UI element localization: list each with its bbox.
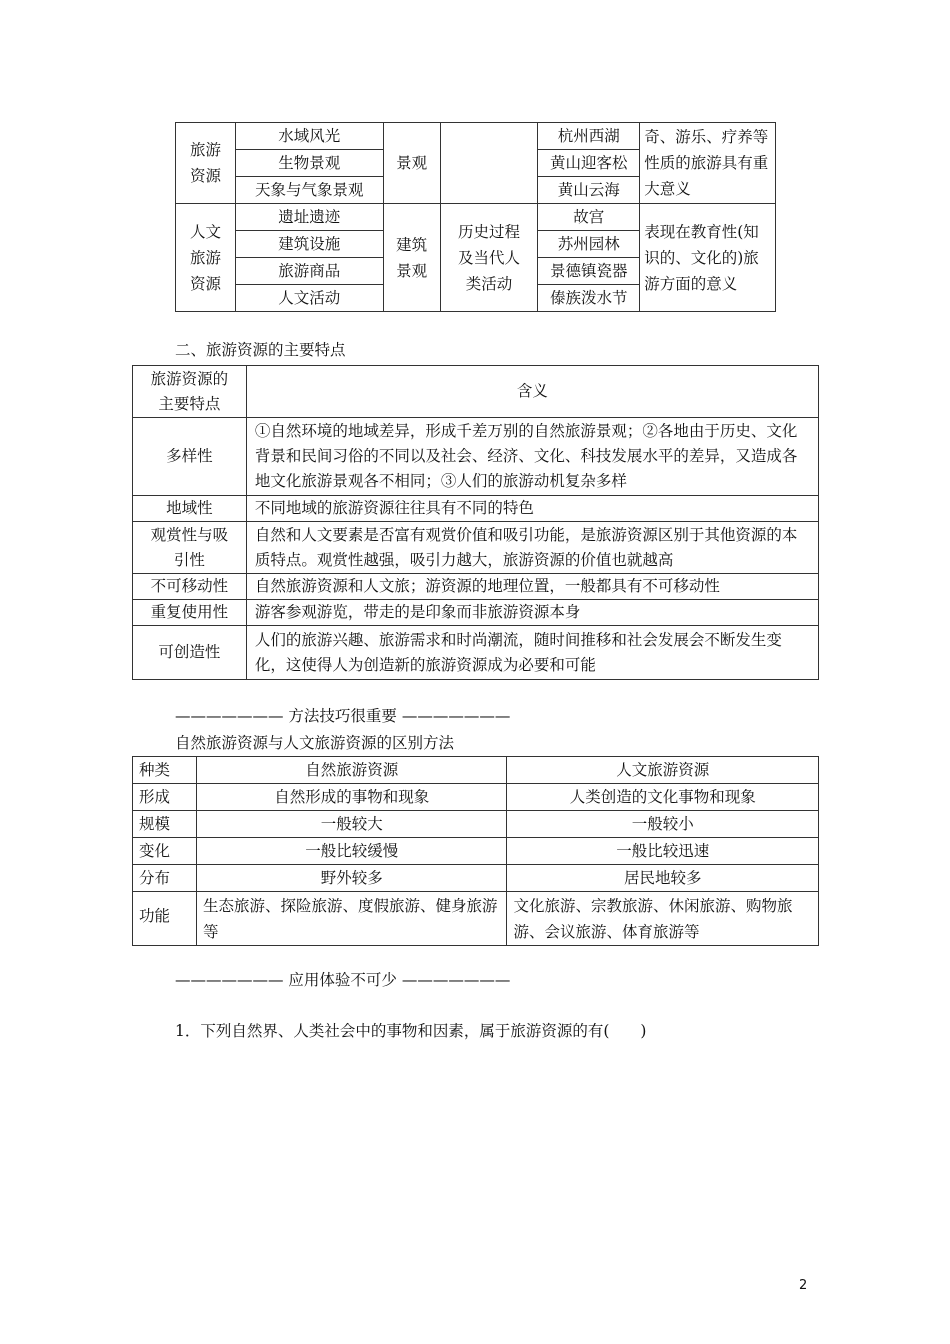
human-item: 人文活动	[235, 285, 383, 312]
feature-name: 地域性	[133, 496, 247, 522]
natural-item: 水域风光	[235, 123, 383, 150]
header-meaning: 含义	[246, 366, 818, 418]
human-type: 建筑景观	[383, 204, 440, 312]
feature-meaning: 人们的旅游兴趣、旅游需求和时尚潮流，随时间推移和社会发展会不断发生变化，这使得人为创造新的旅游资源成为必要和可能	[246, 626, 818, 680]
feature-meaning: ①自然环境的地域差异，形成千差万别的自然旅游景观；②各地由于历史、文化背景和民间习俗的不同以及社会、经济、文化、科技发展水平的差异，又造成各地文化旅游景观各不相同；③人们的旅游动机复杂多样	[246, 418, 818, 496]
row-label: 形成	[133, 784, 197, 811]
human-item: 旅游商品	[235, 258, 383, 285]
natural-cell: 一般较大	[196, 811, 507, 838]
row-label: 变化	[133, 838, 197, 865]
feature-name: 可创造性	[133, 626, 247, 680]
human-example: 苏州园林	[538, 231, 640, 258]
human-cell: 一般比较迅速	[507, 838, 819, 865]
human-cell: 文化旅游、宗教旅游、休闲旅游、购物旅游、会议旅游、体育旅游等	[507, 892, 819, 946]
comparison-table	[132, 756, 819, 946]
resource-table	[175, 122, 776, 312]
feature-meaning: 游客参观游览，带走的是印象而非旅游资源本身	[246, 600, 818, 626]
natural-item: 生物景观	[235, 150, 383, 177]
feature-name: 不可移动性	[133, 574, 247, 600]
human-cell: 人类创造的文化事物和现象	[507, 784, 819, 811]
feature-meaning: 自然旅游资源和人文旅；游资源的地理位置，一般都具有不可移动性	[246, 574, 818, 600]
features-table	[132, 365, 819, 680]
human-example: 傣族泼水节	[538, 285, 640, 312]
feature-name: 重复使用性	[133, 600, 247, 626]
natural-origin	[440, 123, 538, 204]
row-label: 分布	[133, 865, 197, 892]
natural-example: 黄山迎客松	[538, 150, 640, 177]
human-example: 故宫	[538, 204, 640, 231]
natural-cell: 野外较多	[196, 865, 507, 892]
natural-resource-label: 旅游资源	[176, 123, 236, 204]
natural-example: 杭州西湖	[538, 123, 640, 150]
header-natural: 自然旅游资源	[196, 757, 507, 784]
human-resource-label: 人文旅游资源	[176, 204, 236, 312]
natural-example: 黄山云海	[538, 177, 640, 204]
natural-cell: 自然形成的事物和现象	[196, 784, 507, 811]
question-text: 1．下列自然界、人类社会中的事物和因素，属于旅游资源的有( )	[175, 1022, 647, 1040]
natural-cell: 生态旅游、探险旅游、度假旅游、健身旅游等	[196, 892, 507, 946]
human-item: 遗址遗迹	[235, 204, 383, 231]
natural-cell: 一般比较缓慢	[196, 838, 507, 865]
methods-banner: ——————— 方法技巧很重要 ———————	[175, 707, 511, 725]
section-heading: 二、旅游资源的主要特点	[175, 341, 346, 359]
human-meaning: 表现在教育性(知识的、文化的)旅游方面的意义	[640, 204, 776, 312]
feature-meaning: 自然和人文要素是否富有观赏价值和吸引功能，是旅游资源区别于其他资源的本质特点。观赏性越强，吸引力越大，旅游资源的价值也就越高	[246, 522, 818, 574]
page-number: 2	[799, 1278, 808, 1293]
natural-meaning: 奇、游乐、疗养等性质的旅游具有重大意义	[640, 123, 776, 204]
human-cell: 一般较小	[507, 811, 819, 838]
natural-item: 天象与气象景观	[235, 177, 383, 204]
row-label: 功能	[133, 892, 197, 946]
natural-type: 景观	[383, 123, 440, 204]
human-cell: 居民地较多	[507, 865, 819, 892]
human-example: 景德镇瓷器	[538, 258, 640, 285]
human-origin: 历史过程及当代人类活动	[440, 204, 538, 312]
feature-name: 多样性	[133, 418, 247, 496]
methods-title: 自然旅游资源与人文旅游资源的区别方法	[175, 734, 455, 752]
human-item: 建筑设施	[235, 231, 383, 258]
row-label: 规模	[133, 811, 197, 838]
feature-meaning: 不同地域的旅游资源往往具有不同的特色	[246, 496, 818, 522]
feature-name: 观赏性与吸引性	[133, 522, 247, 574]
header-human: 人文旅游资源	[507, 757, 819, 784]
header-feature: 旅游资源的主要特点	[133, 366, 247, 418]
header-kind: 种类	[133, 757, 197, 784]
practice-banner: ——————— 应用体验不可少 ———————	[175, 971, 511, 989]
